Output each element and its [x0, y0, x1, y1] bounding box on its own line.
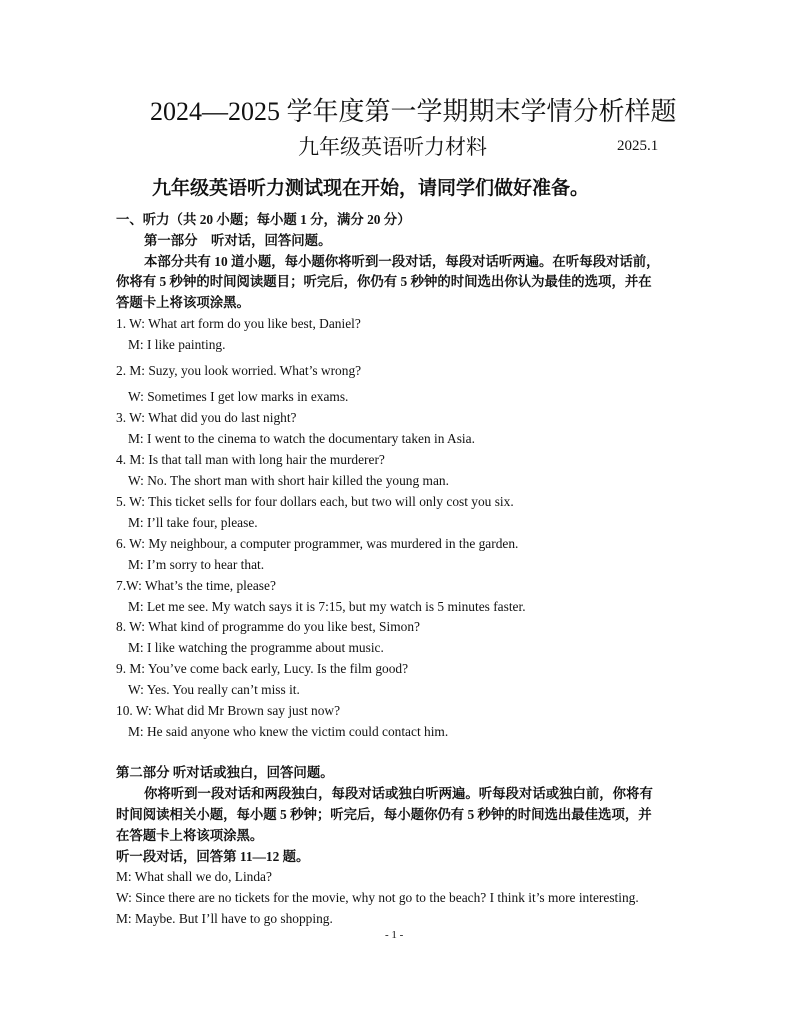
dialogue-line: W: Since there are no tickets for the movie, why not go to the beach? I think it’s more interesting. — [116, 890, 639, 905]
dialogue-line: 7.W: What’s the time, please? — [116, 578, 276, 593]
document-date: 2025.1 — [617, 138, 659, 154]
dialogue-line: W: Sometimes I get low marks in exams. — [128, 389, 349, 404]
dialogue-line: 3. W: What did you do last night? — [116, 410, 297, 425]
document-title: 2024—2025 学年度第一学期期末学情分析样题 — [150, 97, 677, 126]
instruction-line: 听一段对话，回答第 11—12 题。 — [116, 849, 310, 864]
dialogue-line: 4. M: Is that tall man with long hair the murderer? — [116, 452, 385, 467]
instruction-line: 答题卡上将该项涂黑。 — [116, 295, 250, 310]
dialogue-line: M: I’ll take four, please. — [128, 515, 258, 530]
part-heading: 第二部分 听对话或独白，回答问题。 — [116, 765, 334, 780]
instruction-line: 你将有 5 秒钟的时间阅读题目；听完后，你仍有 5 秒钟的时间选出你认为最佳的选项，并在 — [116, 274, 652, 289]
instruction-line: 时间阅读相关小题，每小题 5 秒钟；听完后，每小题你仍有 5 秒钟的时间选出最佳选项，并 — [116, 807, 652, 822]
dialogue-line: 6. W: My neighbour, a computer programmer, was murdered in the garden. — [116, 536, 519, 551]
dialogue-line: 1. W: What art form do you like best, Daniel? — [116, 316, 361, 331]
dialogue-line: M: I like painting. — [128, 337, 226, 352]
dialogue-line: W: No. The short man with short hair killed the young man. — [128, 473, 449, 488]
dialogue-line: M: I went to the cinema to watch the documentary taken in Asia. — [128, 431, 475, 446]
dialogue-line: 10. W: What did Mr Brown say just now? — [116, 703, 341, 718]
dialogue-line: M: Maybe. But I’ll have to go shopping. — [116, 911, 333, 926]
dialogue-line: M: Let me see. My watch says it is 7:15, but my watch is 5 minutes faster. — [128, 599, 526, 614]
part-heading: 第一部分 听对话，回答问题。 — [144, 233, 332, 248]
dialogue-line: M: He said anyone who knew the victim could contact him. — [128, 724, 449, 739]
intro-heading: 九年级英语听力测试现在开始，请同学们做好准备。 — [152, 178, 590, 199]
document-subtitle: 九年级英语听力材料 — [298, 135, 487, 159]
dialogue-line: 9. M: You’ve come back early, Lucy. Is the film good? — [116, 661, 409, 676]
dialogue-line: 2. M: Suzy, you look worried. What’s wrong? — [116, 363, 362, 378]
dialogue-line: M: I’m sorry to hear that. — [128, 557, 265, 572]
dialogue-line: M: I like watching the programme about music. — [128, 640, 384, 655]
dialogue-line: 8. W: What kind of programme do you like best, Simon? — [116, 619, 420, 634]
page-number: - 1 - — [385, 929, 404, 941]
instruction-line: 本部分共有 10 道小题，每小题你将听到一段对话，每段对话听两遍。在听每段对话前， — [144, 254, 660, 269]
dialogue-line: 5. W: This ticket sells for four dollars each, but two will only cost you six. — [116, 494, 514, 509]
dialogue-line: W: Yes. You really can’t miss it. — [128, 682, 300, 697]
instruction-line: 你将听到一段对话和两段独白，每段对话或独白听两遍。听每段对话或独白前，你将有 — [144, 786, 653, 801]
instruction-line: 在答题卡上将该项涂黑。 — [116, 828, 264, 843]
section-heading: 一、听力（共 20 小题；每小题 1 分，满分 20 分） — [116, 212, 411, 227]
dialogue-line: M: What shall we do, Linda? — [116, 869, 272, 884]
